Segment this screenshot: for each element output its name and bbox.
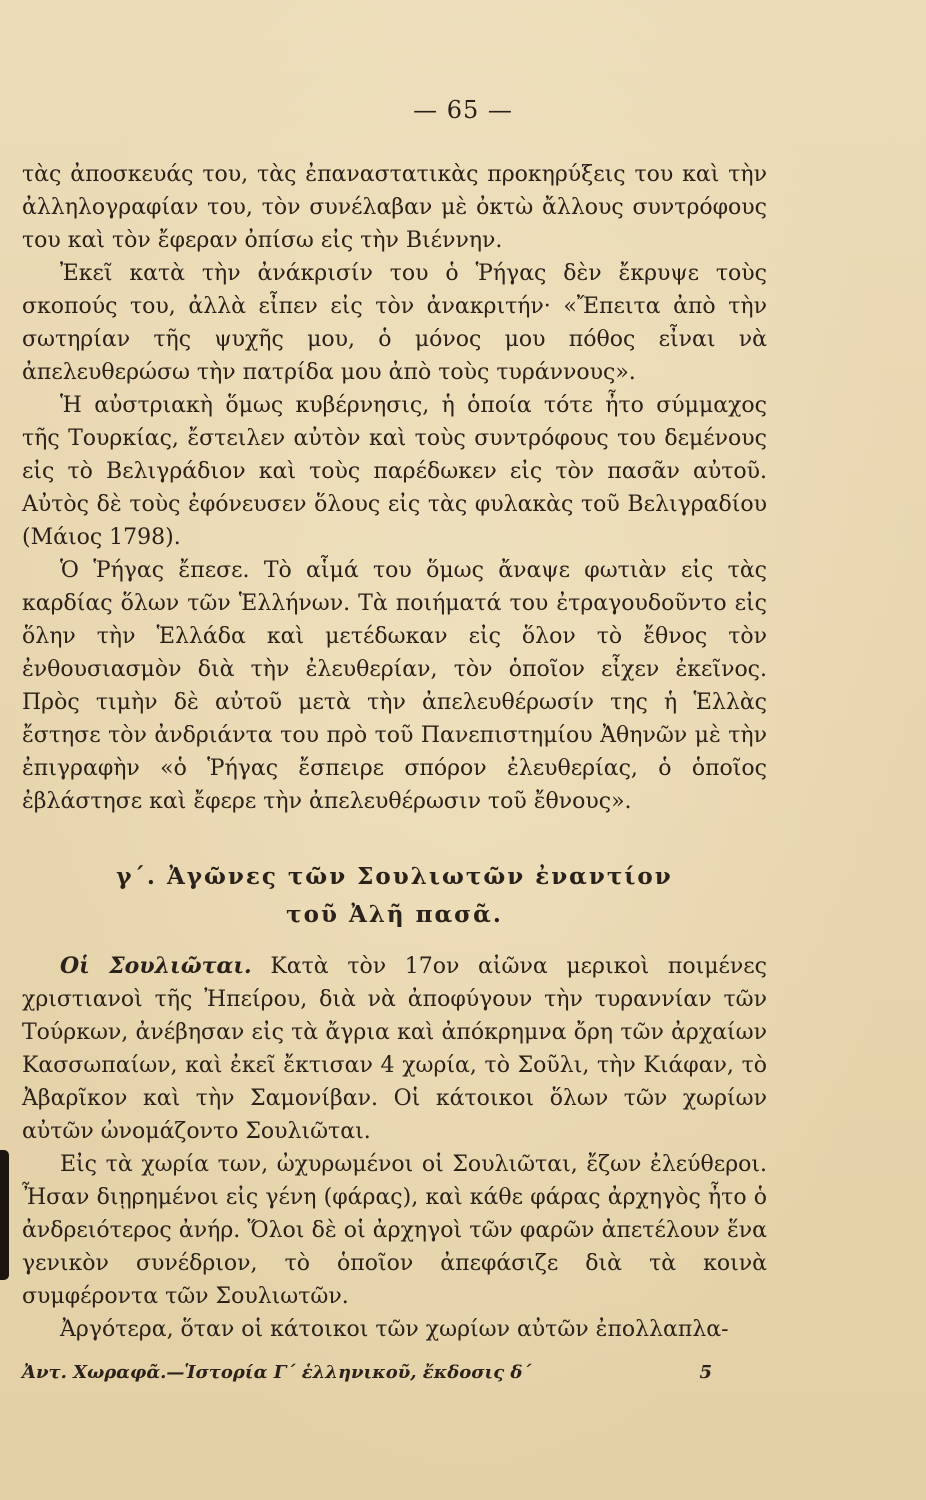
signature-mark: 5 [699, 1362, 712, 1383]
paragraph: Ἡ αὐστριακὴ ὅμως κυβέρνησις, ἡ ὁποία τότε ἦτο σύμμαχος τῆς Τουρκίας, ἔστειλεν αὐτὸν καὶ τοὺς συντρόφους του δεμένους εἰς τὸ Βελιγράδιον καὶ τοὺς παρέδωκεν εἰς τὸν πασᾶν αὐτοῦ. Αὐτὸς δὲ τοὺς ἐφόνευσεν ὅλους εἰς τὰς φυλακὰς τοῦ Βελιγραδίου (Μάιος 1798). [22, 393, 767, 550]
paragraph: Ἀργότερα, ὅταν οἱ κάτοικοι τῶν χωρίων αὐτῶν ἐπολλαπλα- [60, 1317, 729, 1342]
section-heading-line-2: τοῦ Ἀλῆ πασᾶ. [286, 901, 503, 928]
paragraph: τὰς ἀποσκευάς του, τὰς ἐπαναστατικὰς προκηρύξεις του καὶ τὴν ἀλληλογραφίαν του, τὸν συνέλαβαν μὲ ὀκτὼ ἄλλους συντρόφους του καὶ τὸν ἔφεραν ὀπίσω εἰς τὴν Βιέννην. [22, 162, 767, 253]
paragraph: Ἐκεῖ κατὰ τὴν ἀνάκρισίν του ὁ Ῥήγας δὲν ἔκρυψε τοὺς σκοπούς του, ἀλλὰ εἶπεν εἰς τὸν ἀνακριτήν· «Ἔπειτα ἀπὸ τὴν σωτηρίαν τῆς ψυχῆς μου, ὁ μόνος μου πόθος εἶναι νὰ ἀπελευθερώσω τὴν πατρίδα μου ἀπὸ τοὺς τυράννους». [22, 261, 767, 385]
paragraph [22, 950, 767, 1148]
footer-citation [22, 1362, 722, 1383]
binding-edge-mark [0, 1150, 9, 1280]
run-in-heading: Οἱ Σουλιῶται. [60, 953, 252, 979]
text-block-souliotes [22, 950, 767, 1346]
paragraph: Ὁ Ῥήγας ἔπεσε. Τὸ αἷμά του ὅμως ἄναψε φωτιὰν εἰς τὰς καρδίας ὅλων τῶν Ἑλλήνων. Τὰ ποιήματά του ἐτραγουδοῦντο εἰς ὅλην τὴν Ἑλλάδα καὶ μετέδωκαν εἰς ὅλον τὸ ἔθνος τὸν ἐνθουσιασμὸν διὰ τὴν ἐλευθερίαν, τὸν ὁποῖον εἶχεν ἐκεῖνος. Πρὸς τιμὴν δὲ αὐτοῦ μετὰ τὴν ἀπελευθέρωσίν της ἡ Ἑλλὰς ἔστησε τὸν ἀνδριάντα του πρὸ τοῦ Πανεπιστημίου Ἀθηνῶν μὲ τὴν ἐπιγραφὴν «ὁ Ῥήγας ἔσπειρε σπόρον ἐλευθερίας, ὁ ὁποῖος ἐβλάστησε καὶ ἔφερε τὴν ἀπελευθέρωσιν τοῦ ἔθνους». [22, 558, 767, 814]
citation-text: Ἀντ. Χωραφᾶ.—Ἱστορία Γ΄ ἑλληνικοῦ, ἔκδοσις δ΄ [22, 1362, 532, 1383]
page-number: — 65 — [413, 96, 513, 124]
section-heading-line-1: γ΄. Ἀγῶνες τῶν Σουλιωτῶν ἐναντίον [116, 863, 673, 890]
paragraph-text: Κατὰ τὸν 17ον αἰῶνα μερικοὶ ποιμένες χριστιανοὶ τῆς Ἠπείρου, διὰ νὰ ἀποφύγουν τὴν τυραννίαν τῶν Τούρκων, ἀνέβησαν εἰς τὰ ἄγρια καὶ ἀπόκρημνα ὄρη τῶν ἀρχαίων Κασσωπαίων, καὶ ἐκεῖ ἔκτισαν 4 χωρία, τὸ Σοῦλι, τὴν Κιάφαν, τὸ Ἀβαρῖκον καὶ τὴν Σαμονίβαν. Οἱ κάτοικοι ὅλων τῶν χωρίων αὐτῶν ὠνομάζοντο Σουλιῶται. [22, 954, 767, 1144]
text-block-rigas [22, 158, 767, 818]
paragraph: Εἰς τὰ χωρία των, ὠχυρωμένοι οἱ Σουλιῶται, ἔζων ἐλεύθεροι. Ἦσαν διῃρημένοι εἰς γένη (φάρας), καὶ κάθε φάρας ἀρχηγὸς ἦτο ὁ ἀνδρειότερος ἀνήρ. Ὅλοι δὲ οἱ ἀρχηγοὶ τῶν φαρῶν ἀπετέλουν ἕνα γενικὸν συνέδριον, τὸ ὁποῖον ἀπεφάσιζε διὰ τὰ κοινὰ συμφέροντα τῶν Σουλιωτῶν. [22, 1152, 767, 1309]
section-heading [22, 858, 767, 934]
